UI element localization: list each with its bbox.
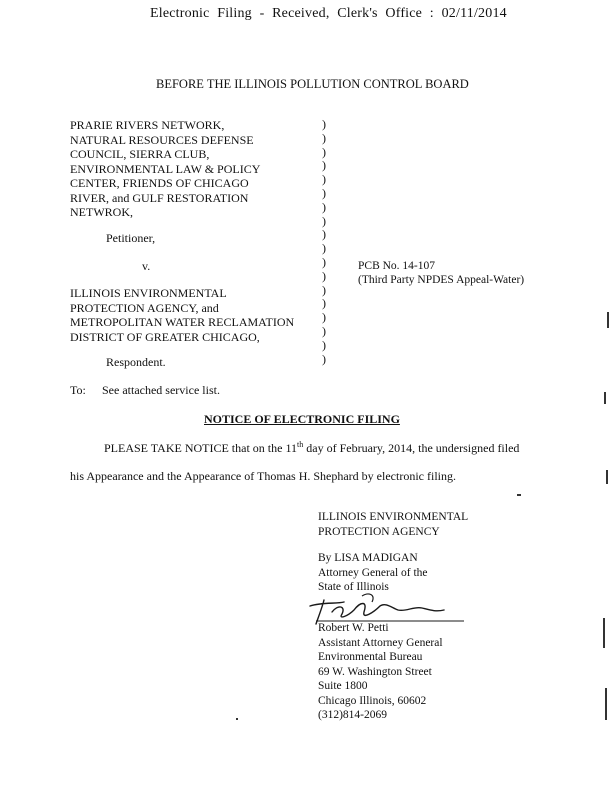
petitioner-line: NETWROK,: [70, 205, 133, 219]
scan-mark: [236, 718, 238, 720]
by-line: Attorney General of the: [318, 566, 428, 579]
respondent-role: Respondent.: [106, 355, 166, 369]
signer-line: Assistant Attorney General: [318, 636, 443, 649]
notice-title: NOTICE OF ELECTRONIC FILING: [204, 412, 400, 426]
notice-text-start: PLEASE TAKE NOTICE that on the 11: [104, 441, 298, 455]
scan-mark: [604, 392, 606, 404]
notice-paragraph-line-1: [104, 440, 519, 456]
respondents-block: [70, 286, 294, 344]
petitioner-line: ENVIRONMENTAL LAW & POLICY: [70, 161, 261, 176]
service-list-text: See attached service list.: [102, 383, 220, 397]
agency-line: ILLINOIS ENVIRONMENTAL: [318, 511, 469, 523]
by-line: State of Illinois: [318, 581, 389, 593]
agency-line: PROTECTION AGENCY: [318, 525, 440, 538]
scan-mark: [603, 618, 605, 648]
scan-mark: [605, 688, 607, 720]
caption-parentheses: ) ) ) ) ) ) ) ) ) ) ) ) ) ) ) ) ) ): [322, 117, 326, 366]
agency-block: [318, 510, 468, 539]
signer-line: Suite 1800: [318, 680, 368, 692]
board-title: BEFORE THE ILLINOIS POLLUTION CONTROL BOARD: [156, 77, 469, 91]
attorney-general-block: [318, 551, 428, 595]
notice-paragraph-line-2: his Appearance and the Appearance of Thomas H. Shephard by electronic filing.: [70, 469, 456, 483]
respondent-line: METROPOLITAN WATER RECLAMATION: [70, 315, 295, 329]
scan-mark: [606, 470, 608, 484]
ordinal-suffix: th: [297, 440, 304, 449]
by-line: By LISA MADIGAN: [318, 552, 418, 564]
scan-mark: [607, 312, 609, 328]
signer-line: Environmental Bureau: [318, 651, 423, 663]
petitioner-role: Petitioner,: [106, 231, 156, 245]
signer-line: Chicago Illinois, 60602: [318, 694, 427, 707]
respondent-line: DISTRICT OF GREATER CHICAGO,: [70, 329, 260, 344]
to-label: To:: [70, 383, 86, 397]
signer-line: 69 W. Washington Street: [318, 665, 432, 678]
case-number: PCB No. 14-107: [358, 260, 435, 272]
case-number-block: [358, 260, 524, 287]
signer-block: [318, 621, 443, 723]
case-type: (Third Party NPDES Appeal-Water): [358, 273, 525, 286]
petitioner-line: RIVER, and GULF RESTORATION: [70, 190, 249, 205]
filing-stamp-header: Electronic Filing - Received, Clerk's Office : 02/11/2014: [150, 6, 507, 21]
scan-mark: [517, 494, 521, 496]
signer-line: Robert W. Petti: [318, 622, 389, 634]
petitioner-line: PRARIE RIVERS NETWORK,: [70, 118, 225, 132]
petitioner-line: CENTER, FRIENDS OF CHICAGO: [70, 176, 249, 190]
signer-line: (312)814-2069: [318, 709, 387, 721]
petitioner-line: COUNCIL, SIERRA CLUB,: [70, 147, 210, 161]
petitioners-block: [70, 118, 260, 220]
versus-label: v.: [142, 259, 151, 273]
respondent-line: PROTECTION AGENCY, and: [70, 300, 219, 315]
respondent-line: ILLINOIS ENVIRONMENTAL: [70, 286, 227, 300]
notice-text-end: day of February, 2014, the undersigned filed: [303, 441, 520, 455]
petitioner-line: NATURAL RESOURCES DEFENSE: [70, 132, 254, 147]
